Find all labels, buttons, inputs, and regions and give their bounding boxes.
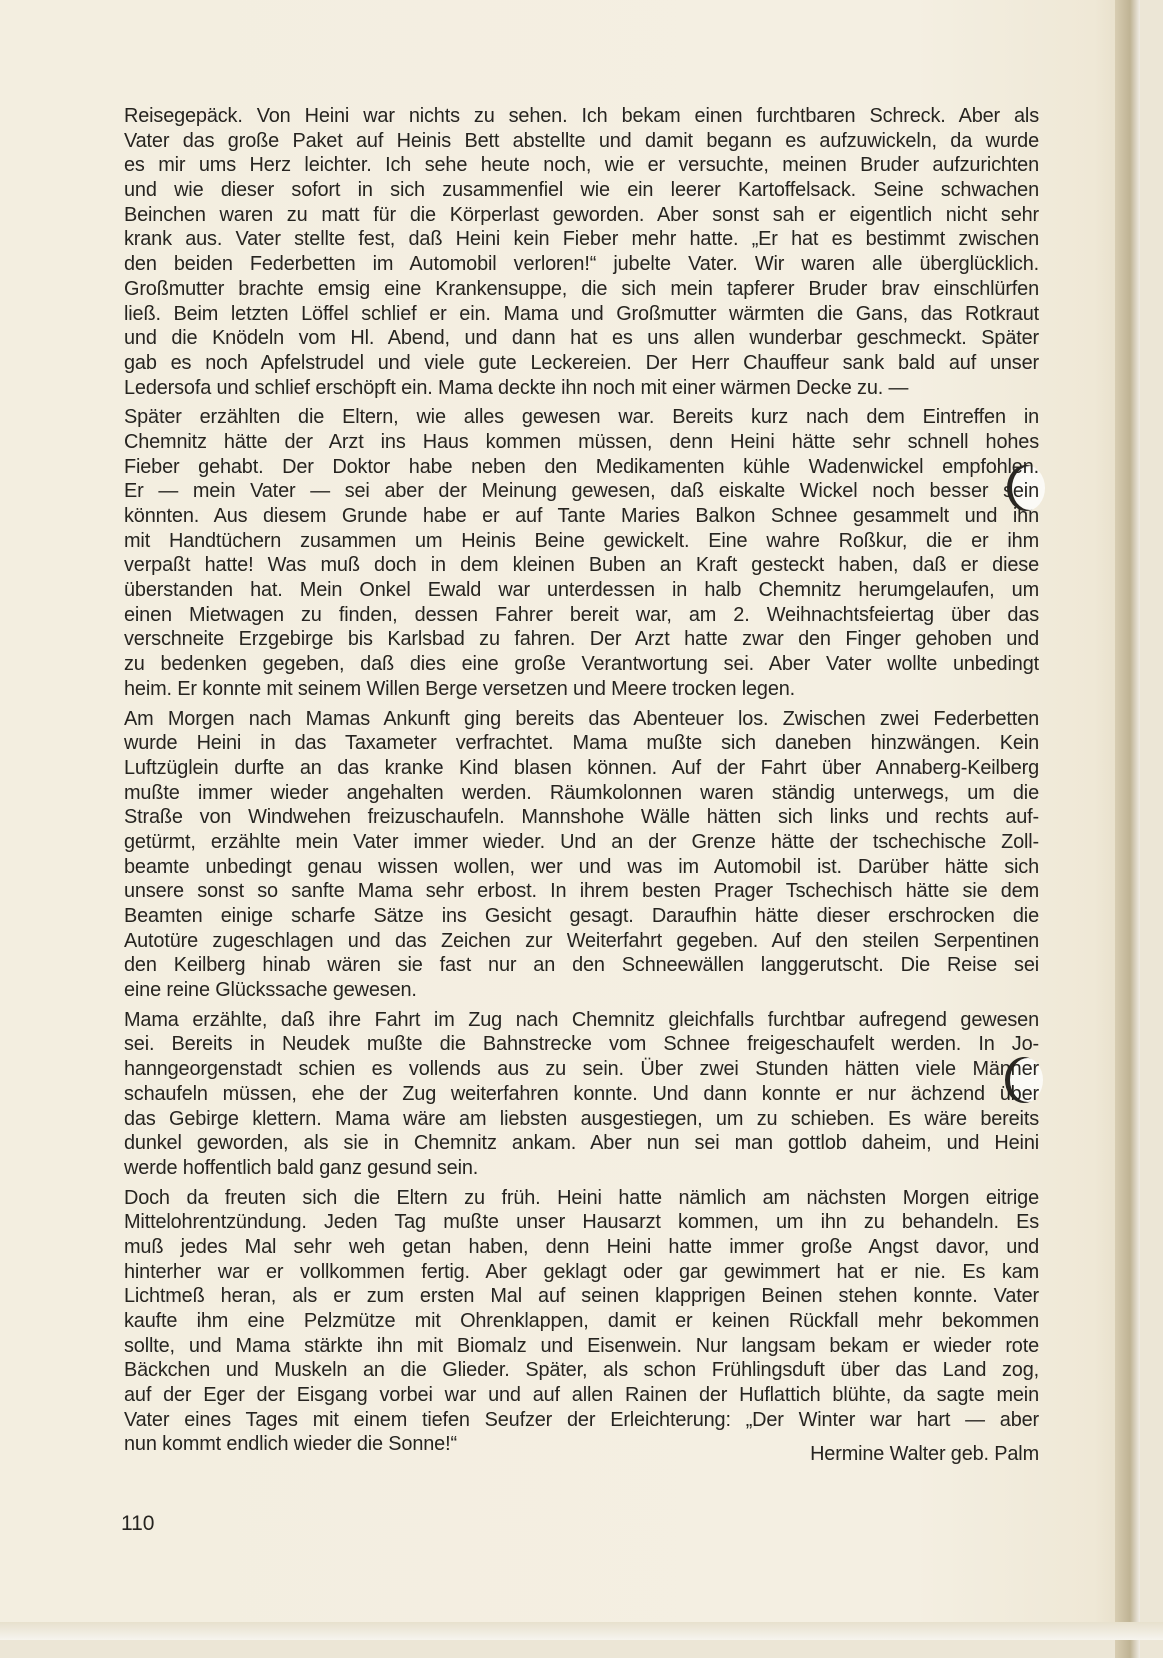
text-line: schaufeln müssen, ehe der Zug weiterfahren konnte. Und dann konnte er nur ächzend über	[124, 1082, 1039, 1105]
text-line: den beiden Federbetten im Automobil verloren!“ jubelte Vater. Wir waren alle überglücklich.	[124, 253, 1039, 276]
text-line: mußte immer wieder angehalten werden. Räumkolonnen waren ständig unterwegs, um die	[124, 781, 1039, 804]
text-line: Reisegepäck. Von Heini war nichts zu sehen. Ich bekam einen furchtbaren Schreck. Aber als	[124, 105, 1039, 127]
author-signature: Hermine Walter geb. Palm	[810, 1443, 1039, 1466]
text-line: könnten. Aus diesem Grunde habe er auf Tante Maries Balkon Schnee gesammelt und ihn	[124, 505, 1039, 527]
text-line: heim. Er konnte mit seinem Willen Berge versetzen und Meere trocken legen.	[124, 677, 796, 700]
text-line: kaufte ihm eine Pelzmütze mit Ohrenklappen, damit er keinen Rückfall mehr bekommen	[124, 1310, 1039, 1332]
text-line: hanngeorgenstadt schien es vollends aus zu sein. Über zwei Stunden hätten viele Männer	[124, 1058, 1039, 1081]
text-line: krank aus. Vater stellte fest, daß Heini kein Fieber mehr hatte. „Er hat es bestimmt zwischen	[124, 228, 1039, 251]
text-line: einen Mietwagen zu finden, dessen Fahrer bereit war, am 2. Weihnachtsfeiertag über das	[124, 603, 1039, 626]
text-line: Straße von Windwehen freizuschaufeln. Mannshohe Wälle hätten sich links und rechts auf-	[124, 806, 1039, 829]
text-line: und die Knödeln vom Hl. Abend, und dann hat es uns allen wunderbar geschmeckt. Später	[124, 327, 1039, 350]
text-line: getürmt, erzählte mein Vater immer wieder. Und an der Grenze hätte der tschechische Zoll-	[124, 830, 1039, 853]
text-line: auf der Eger der Eisgang vorbei war und auf allen Rainen der Huflattich blühte, da sagte mein	[124, 1384, 1039, 1407]
text-line: Doch da freuten sich die Eltern zu früh. Heini hatte nämlich am nächsten Morgen eitrige	[124, 1186, 1039, 1209]
text-line: den Keilberg hinab wären sie fast nur an den Schneewällen langgerutscht. Die Reise sei	[124, 954, 1039, 977]
paragraph	[124, 405, 1039, 701]
text-line: verschneite Erzgebirge bis Karlsbad zu fahren. Der Arzt hatte zwar den Finger gehoben und	[124, 628, 1039, 651]
closing-line: nun kommt endlich wieder die Sonne!“	[124, 1433, 457, 1456]
text-line: Bäckchen und Muskeln an die Glieder. Später, als schon Frühlingsduft über das Land zog,	[124, 1359, 1039, 1382]
text-line: Vater das große Paket auf Heinis Bett abstellte und damit begann es aufzuwickeln, da wurde	[124, 129, 1039, 152]
paragraph	[124, 707, 1039, 1003]
text-line: werde hoffentlich bald ganz gesund sein.	[124, 1156, 479, 1179]
text-line: wurde Heini in das Taxameter verfrachtet. Mama mußte sich daneben hinzwängen. Kein	[124, 732, 1039, 755]
text-line: verpaßt hatte! Was muß doch in dem kleinen Buben an Kraft gesteckt haben, daß er diese	[124, 554, 1039, 577]
text-line: Beinchen waren zu matt für die Körperlast geworden. Aber sonst sah er eigentlich nicht sehr	[124, 203, 1039, 226]
paragraph	[124, 1008, 1039, 1181]
text-line: Am Morgen nach Mamas Ankunft ging bereits das Abenteuer los. Zwischen zwei Federbetten	[124, 707, 1039, 730]
text-line: es mir ums Herz leichter. Ich sehe heute noch, wie er versuchte, meinen Bruder aufzurichten	[124, 154, 1039, 177]
text-line: das Gebirge klettern. Mama wäre am liebsten ausgestiegen, um zu schieben. Es wäre bereits	[124, 1107, 1039, 1130]
text-line: Später erzählten die Eltern, wie alles gewesen war. Bereits kurz nach dem Eintreffen in	[124, 406, 1039, 429]
text-line: unsere sonst so sanfte Mama sehr erbost. In ihrem besten Prager Tschechisch hätte sie dem	[124, 880, 1039, 903]
text-line: Mittelohrentzündung. Jeden Tag mußte unser Hausarzt kommen, um ihn zu behandeln. Es	[124, 1211, 1039, 1234]
text-line: Luftzüglein durfte an das kranke Kind blasen können. Auf der Fahrt über Annaberg-Keilberg	[124, 756, 1039, 779]
text-line: Fieber gehabt. Der Doktor habe neben den Medikamenten kühle Wadenwickel empfohlen.	[124, 455, 1039, 478]
text-line: Vater eines Tages mit einem tiefen Seufzer der Erleichterung: „Der Winter war hart — aber	[124, 1408, 1039, 1431]
text-line: ließ. Beim letzten Löffel schlief er ein. Mama und Großmutter wärmten die Gans, das Rotkraut	[124, 302, 1039, 325]
page-spine-edge	[1115, 0, 1140, 1658]
page-number: 110	[121, 1512, 155, 1535]
text-line: Autotüre zugeschlagen und das Zeichen zur Weiterfahrt gegeben. Auf den steilen Serpentinen	[124, 929, 1039, 952]
text-line: Ledersofa und schlief erschöpft ein. Mama deckte ihn noch mit einer wärmen Decke zu. —	[124, 376, 909, 399]
text-line: Chemnitz hätte der Arzt ins Haus kommen müssen, denn Heini hätte sehr schnell hohes	[124, 430, 1039, 453]
text-line: Lichtmeß heran, als er zum ersten Mal auf seinen klapprigen Beinen stehen konnte. Vater	[124, 1285, 1039, 1308]
text-line: mit Handtüchern zusammen um Heinis Beine gewickelt. Eine wahre Roßkur, die er ihm	[124, 529, 1039, 552]
text-line: muß jedes Mal sehr weh getan haben, denn Heini hatte immer große Angst davor, und	[124, 1235, 1039, 1258]
paragraph	[124, 104, 1039, 400]
text-line: Mama erzählte, daß ihre Fahrt im Zug nach Chemnitz gleichfalls furchtbar aufregend gewesen	[124, 1008, 1039, 1031]
page-bottom-edge	[0, 1622, 1163, 1640]
text-line: überstanden hat. Mein Onkel Ewald war unterdessen in halb Chemnitz herumgelaufen, um	[124, 579, 1039, 602]
text-line: sollte, und Mama stärkte ihn mit Biomalz und Eisenwein. Nur langsam bekam er wieder rote	[124, 1334, 1039, 1357]
text-line: sei. Bereits in Neudek mußte die Bahnstrecke vom Schnee freigeschaufelt werden. In Jo-	[124, 1033, 1039, 1056]
text-line: gab es noch Apfelstrudel und viele gute Leckereien. Der Herr Chauffeur sank bald auf unser	[124, 351, 1039, 374]
body-text	[124, 104, 1039, 1466]
text-line: Großmutter brachte emsig eine Krankensuppe, die sich mein tapferer Bruder brav einschlürfen	[124, 277, 1039, 300]
text-line: Beamten einige scharfe Sätze ins Gesicht gesagt. Daraufhin hätte dieser erschrocken die	[124, 905, 1039, 927]
paragraph	[124, 1186, 1039, 1466]
text-line: eine reine Glückssache gewesen.	[124, 979, 417, 1002]
text-line: hinterher war er vollkommen fertig. Aber geklagt oder gar gewimmert hat er nie. Es kam	[124, 1260, 1039, 1283]
closing-row	[124, 1432, 1039, 1466]
text-line: Er — mein Vater — sei aber der Meinung gewesen, daß eiskalte Wickel noch besser sein	[124, 480, 1039, 503]
text-line: beamte unbedingt genau wissen wollen, wer und was im Automobil ist. Darüber hätte sich	[124, 855, 1039, 878]
text-line: zu bedenken gegeben, daß dies eine große Verantwortung sei. Aber Vater wollte unbedingt	[124, 653, 1039, 676]
text-line: und wie dieser sofort in sich zusammenfiel wie ein leerer Kartoffelsack. Seine schwachen	[124, 179, 1039, 202]
text-line: dunkel geworden, als sie in Chemnitz ankam. Aber nun sei man gottlob daheim, und Heini	[124, 1132, 1039, 1155]
